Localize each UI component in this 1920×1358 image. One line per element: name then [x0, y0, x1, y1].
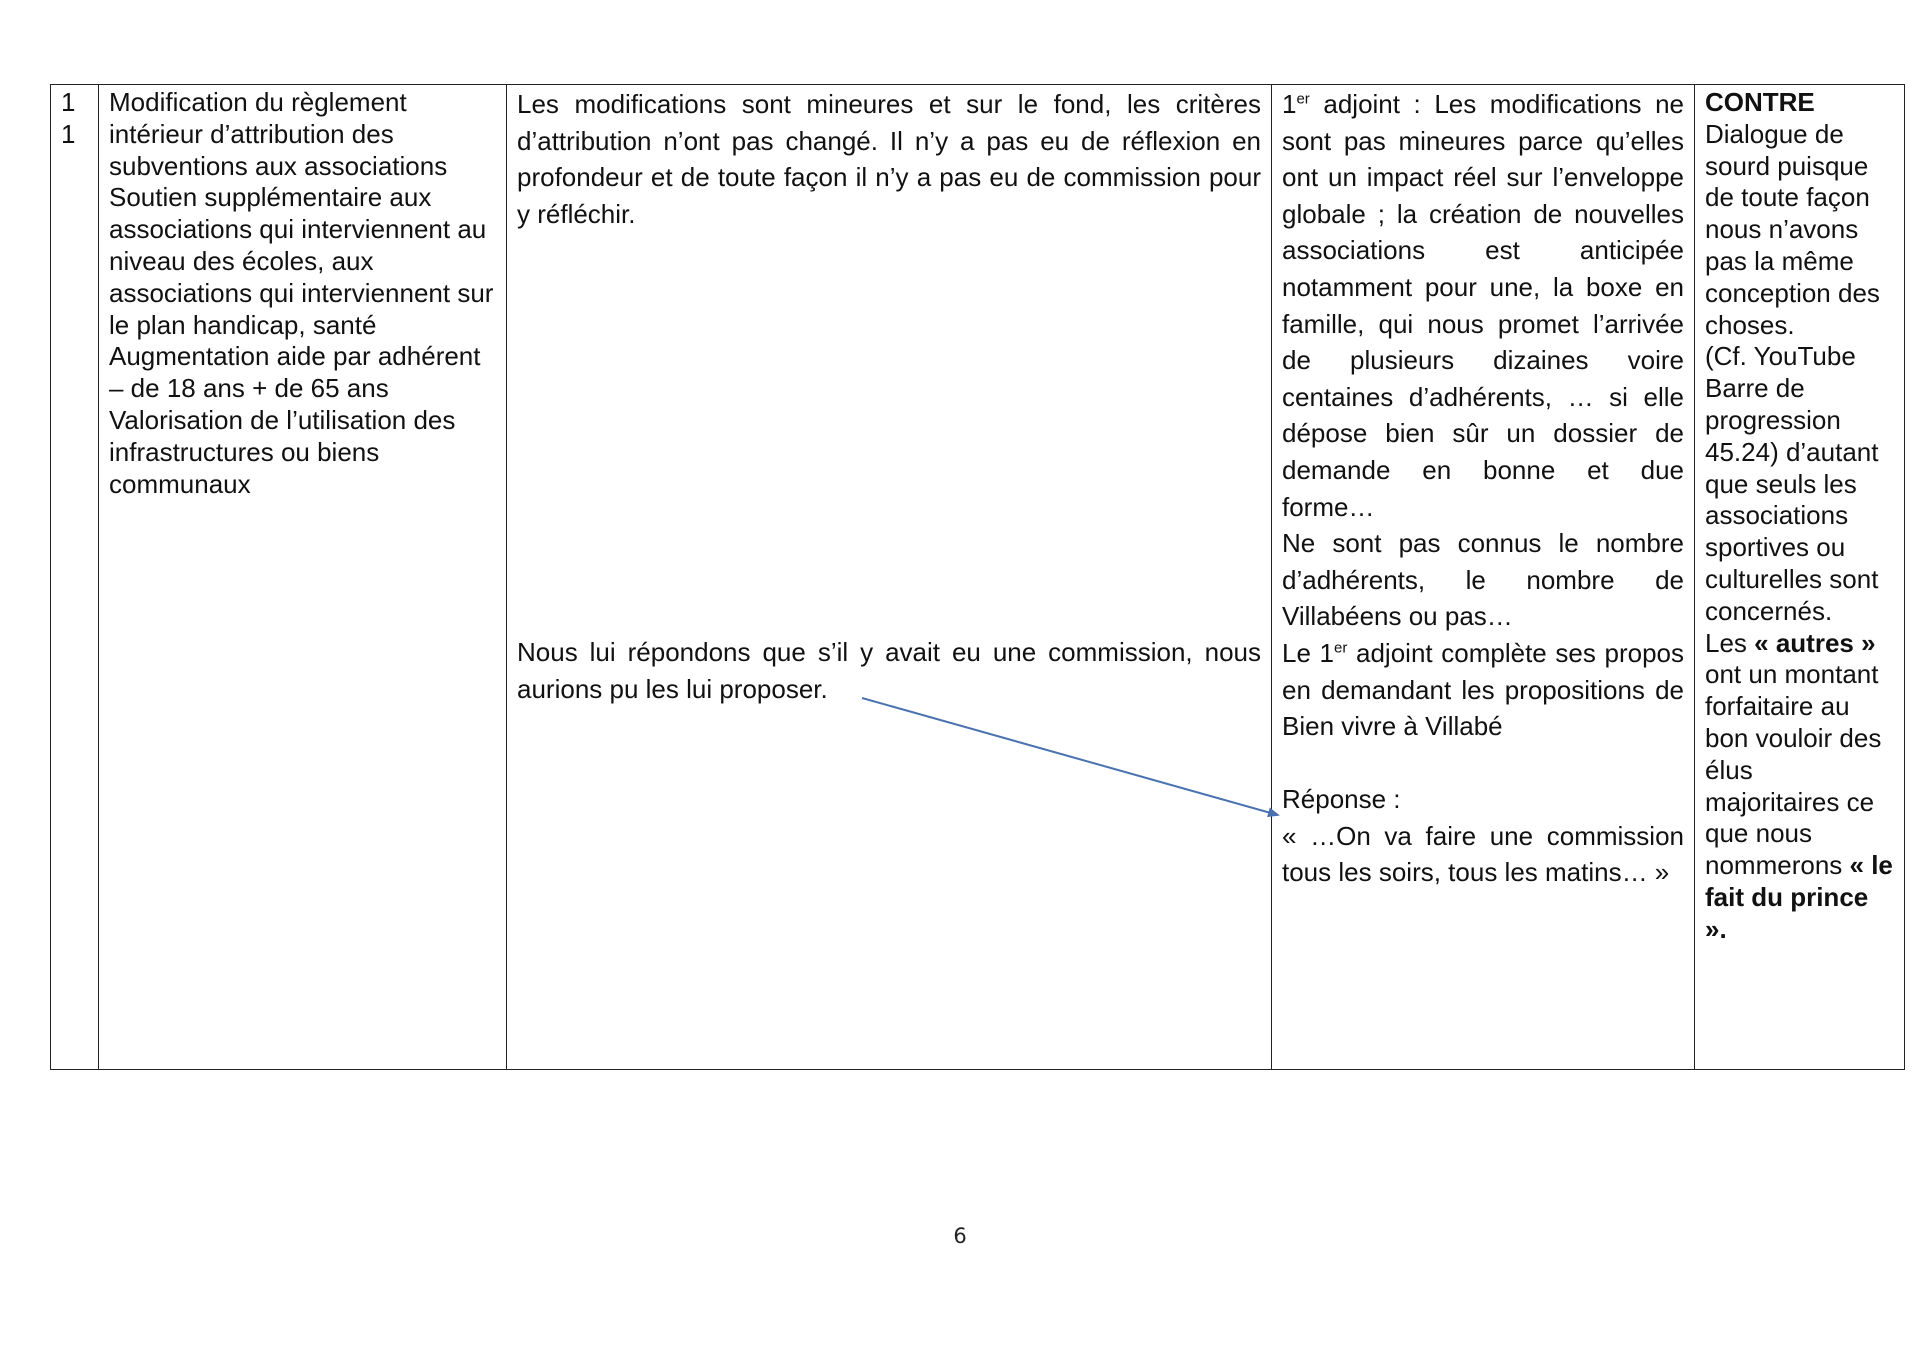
response-spacer [1282, 745, 1684, 782]
subject-line: Augmentation aide par adhérent – de 18 ans + de 65 ans [109, 341, 481, 404]
response-paragraph: « …On va faire une commission tous les soirs, tous les matins… » [1282, 820, 1684, 888]
response-paragraph [1282, 86, 1684, 525]
page-number: 6 [953, 1224, 967, 1248]
vote-paragraph: Dialogue de sourd puisque de toute façon nous n’avons pas la même conception des choses. [1705, 118, 1880, 340]
response-paragraph [1282, 635, 1684, 745]
vote-text: ont un montant forfaitaire au bon vouloir des élus majoritaires ce que nous nommerons [1705, 659, 1882, 881]
response-paragraph: Ne sont pas connus le nombre d’adhérents, le nombre de Villabéens ou pas… [1282, 528, 1684, 632]
comment-paragraph: Les modifications sont mineures et sur le fond, les critères d’attribution n’ont pas changé. Il n’y a pas eu de réflexion en profondeur et de toute façon il n’y a pas eu de commission pour y réfléchir. [517, 89, 1261, 229]
response-text: adjoint : Les modifications ne sont pas mineures parce qu’elles ont un impact réel sur l’enveloppe globale ; la création de nouvelles associations est anticipée notamment pour une, la boxe en famille, qui nous promet l’arrivée de plusieurs dizaines voire centaines d’adhérents, … si elle dépose bien sûr un dossier de demande en bonne et due forme… [1282, 89, 1684, 522]
response-cell [1272, 85, 1695, 1070]
comment-cell [507, 85, 1272, 1070]
table-row [51, 85, 1905, 1070]
vote-text: Les [1705, 627, 1747, 658]
vote-emphasis: « autres » [1754, 627, 1876, 658]
item-number-cell [51, 85, 99, 1070]
subject-cell [99, 85, 507, 1070]
vote-paragraph: (Cf. YouTube Barre de progression 45.24) d’autant que seuls les associations sportives ou culturelles sont concernés. [1705, 341, 1879, 626]
response-ordinal: Le 1 [1282, 637, 1335, 668]
minutes-table [50, 84, 1905, 1070]
subject-line: Valorisation de l’utilisation des infrastructures ou biens communaux [109, 404, 456, 499]
subject-line: Soutien supplémentaire aux associations qui interviennent au niveau des écoles, aux associations qui interviennent sur le plan handicap, santé [109, 182, 494, 340]
item-number-line: 1 [61, 118, 76, 149]
item-number-line: 1 [61, 87, 76, 117]
vote-cell [1695, 85, 1905, 1070]
vote-paragraph [1705, 628, 1894, 946]
response-text: adjoint complète ses propos en demandant les propositions de Bien vivre à Villabé [1282, 637, 1684, 742]
vote-emphasis: « le fait du prince ». [1705, 850, 1893, 944]
response-ordinal-sup: er [1334, 639, 1348, 657]
vote-title: CONTRE [1705, 87, 1815, 117]
response-ordinal: 1 [1282, 89, 1297, 119]
response-ordinal-sup: er [1296, 90, 1310, 108]
response-paragraph: Réponse : [1282, 784, 1401, 815]
comment-spacer [517, 232, 1261, 634]
comment-paragraph: Nous lui répondons que s’il y avait eu une commission, nous aurions pu les lui proposer. [517, 637, 1261, 704]
subject-line: Modification du règlement intérieur d’attribution des subventions aux associations [109, 87, 448, 181]
